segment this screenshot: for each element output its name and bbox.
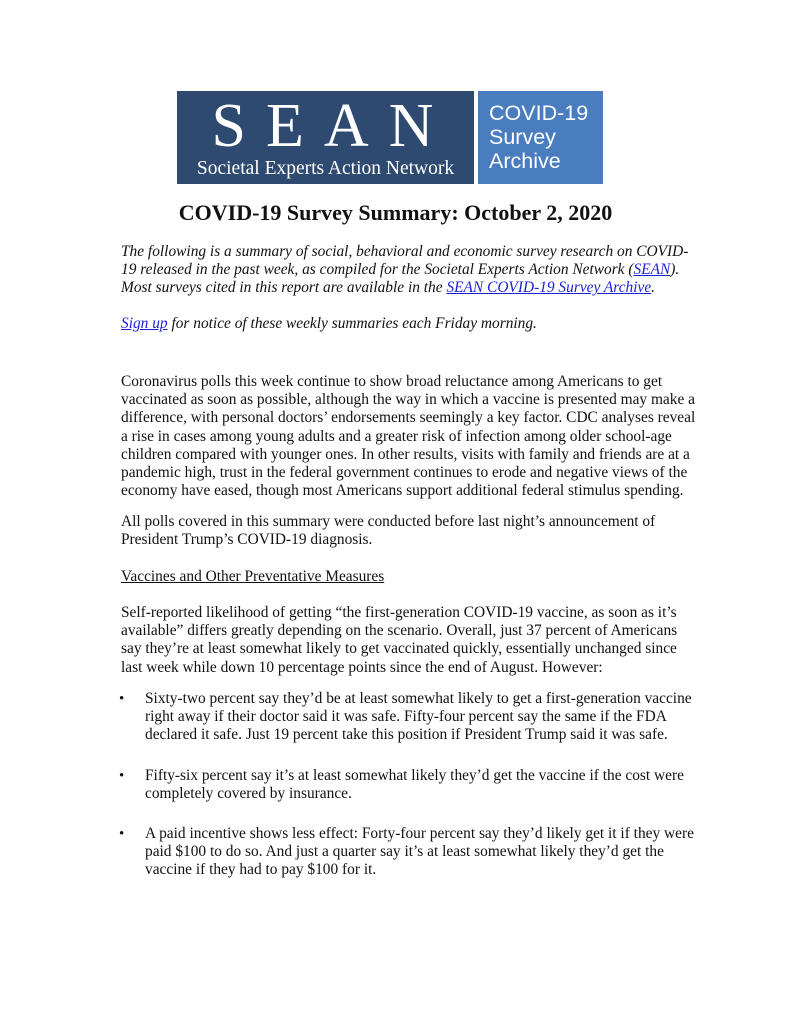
signup-paragraph (121, 315, 701, 333)
section-heading: Vaccines and Other Preventative Measures (121, 568, 385, 585)
intro-paragraph (121, 243, 701, 298)
intro-text-3: . (651, 279, 656, 297)
bullet-icon: • (119, 768, 125, 784)
bullet-icon: • (119, 826, 125, 842)
vaccine-paragraph: Self-reported likelihood of getting “the first-generation COVID-19 vaccine, as soon as it’s available” differs greatly depending on the scenario. Overall, just 37 percent of Americans say they’re at least somewhat likely to get vaccinated quickly, essentially unchanged since last week while down 10 percentage points since the end of August. However: (121, 604, 678, 676)
page-title: COVID-19 Survey Summary: October 2, 2020 (178, 200, 613, 225)
sean-wordmark: SEAN (211, 92, 454, 160)
intro-text-1: The following is a summary of social, behavioral and economic survey research on COVID-19 released in the past week, as compiled for the Societal Experts Action Network ( (121, 243, 689, 279)
diagnosis-note-paragraph: All polls covered in this summary were conducted before last night’s announcement of President Trump’s COVID-19 diagnosis. (121, 513, 656, 549)
list-item (119, 825, 705, 880)
archive-logo-block (478, 91, 603, 184)
sean-banner-logo (177, 91, 603, 184)
sean-subtitle: Societal Experts Action Network (196, 158, 455, 179)
bullet-text: Sixty-two percent say they’d be at least somewhat likely to get a first-generation vaccine right away if their doctor said it was safe. Fifty-four percent say the same if the FDA declared it safe. Just 19 percent take this position if President Trump said it was safe. (145, 690, 692, 744)
list-item (119, 690, 705, 745)
archive-line-1: COVID-19 (489, 101, 589, 125)
bullet-text: Fifty-six percent say it’s at least somewhat likely they’d get the vaccine if the cost were completely covered by insurance. (145, 767, 684, 803)
intro-text-2: ). Most surveys cited in this report are available in the (121, 261, 680, 297)
sean-logo-block (177, 91, 474, 184)
summary-paragraph: Coronavirus polls this week continue to show broad reluctance among Americans to get vaccinated as soon as possible, although the way in which a vaccine is presented may make a difference, with personal doctors’ endorsements seemingly a key factor. CDC analyses reveal a rise in cases among young adults and a greater risk of infection among older school-age children compared with younger ones. In other results, visits with family and friends are at a pandemic high, trust in the federal government continues to erode and negative views of the economy have eased, though most Americans support additional federal stimulus spending. (121, 373, 696, 500)
list-item (119, 767, 705, 803)
archive-line-2: Survey (489, 125, 556, 149)
archive-line-3: Archive (489, 149, 561, 173)
bullet-text: A paid incentive shows less effect: Forty-four percent say they’d likely get it if they were paid $100 to do so. And just a quarter say it’s at least somewhat likely they’d get the vaccine if they had to pay $100 for it. (145, 825, 694, 879)
sean-link[interactable]: SEAN (633, 261, 671, 279)
bullet-icon: • (119, 691, 125, 707)
sign-up-link[interactable]: Sign up (121, 315, 168, 332)
signup-text: for notice of these weekly summaries each Friday morning. (167, 315, 537, 332)
survey-archive-link[interactable]: SEAN COVID-19 Survey Archive (446, 279, 652, 297)
